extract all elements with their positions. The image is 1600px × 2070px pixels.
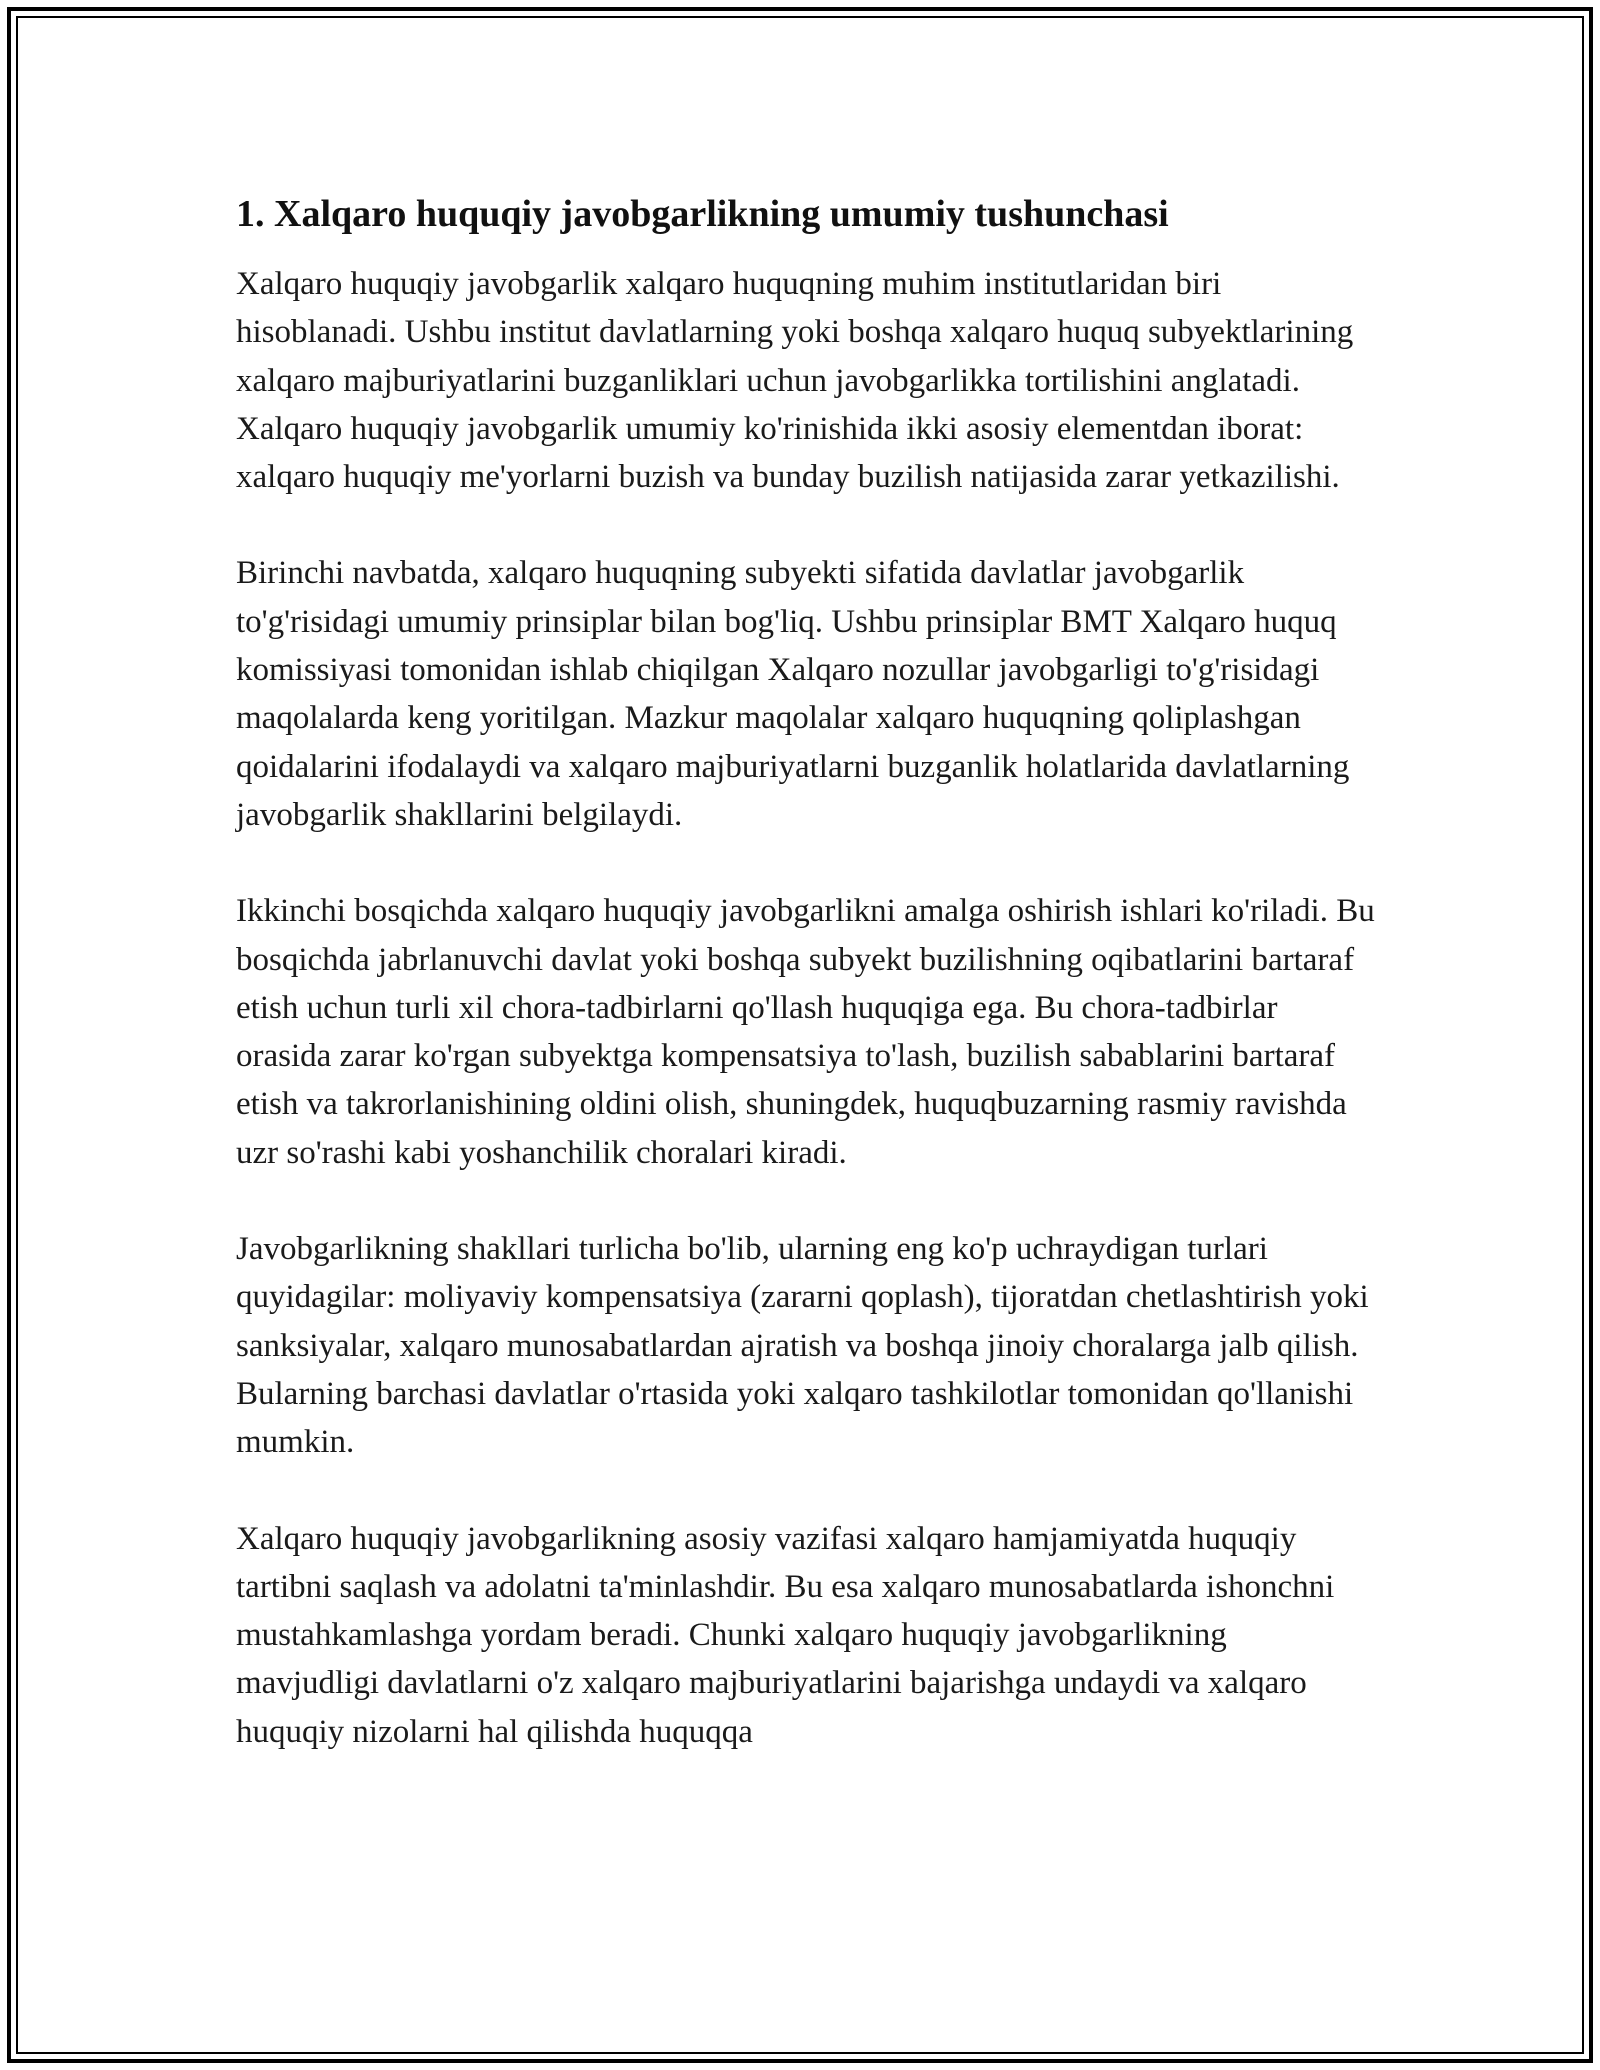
paragraph-5: Xalqaro huquqiy javobgarlikning asosiy vazifasi xalqaro hamjamiyatda huquqiy tartibni saqlash va adolatni ta'minlashdir. Bu esa xalqaro munosabatlarda ishonchni mustahkamlashga yordam beradi. Chunki xalqaro huquqiy javobgarlikning mavjudligi davlatlarni o'z xalqaro majburiyatlarini bajarishga undaydi va xalqaro huquqiy nizolarni hal qilishda huquqqa [236, 1520, 1335, 1750]
paragraph-3: Ikkinchi bosqichda xalqaro huquqiy javobgarlikni amalga oshirish ishlari ko'riladi. Bu bosqichda jabrlanuvchi davlat yoki boshqa subyekt buzilishning oqibatlarini bartaraf etish uchun turli xil chora-tadbirlarni qo'llash huquqiga ega. Bu chora-tadbirlar orasida zarar ko'rgan subyektga kompensatsiya to'lash, buzilish sabablarini bartaraf etish va takrorlanishining oldini olish, shuningdek, huquqbuzarning rasmiy ravishda uzr so'rashi kabi yoshanchilik choralari kiradi. [236, 893, 1375, 1171]
paragraph-4: Javobgarlikning shakllari turlicha bo'lib, ularning eng ko'p uchraydigan turlari quyidagilar: moliyaviy kompensatsiya (zararni qoplash), tijoratdan chetlashtirish yoki sanksiyalar, xalqaro munosabatlardan ajratish va boshqa jinoiy choralarga jalb qilish. Bularning barchasi davlatlar o'rtasida yoki xalqaro tashkilotlar tomonidan qo'llanishi mumkin. [236, 1231, 1369, 1461]
paragraph-1: Xalqaro huquqiy javobgarlik xalqaro huquqning muhim institutlaridan biri hisoblanadi. Ushbu institut davlatlarning yoki boshqa xalqaro huquq subyektlarining xalqaro majburiyatlarini buzganliklari uchun javobgarlikka tortilishini anglatadi. Xalqaro huquqiy javobgarlik umumiy ko'rinishida ikki asosiy elementdan iborat: xalqaro huquqiy me'yorlarni buzish va bunday buzilish natijasida zarar yetkazilishi. [236, 266, 1354, 496]
document-body [236, 186, 1376, 1756]
paragraph-2: Birinchi navbatda, xalqaro huquqning subyekti sifatida davlatlar javobgarlik to'g'risidagi umumiy prinsiplar bilan bog'liq. Ushbu prinsiplar BMT Xalqaro huquq komissiyasi tomonidan ishlab chiqilgan Xalqaro nozullar javobgarligi to'g'risidagi maqolalarda keng yoritilgan. Mazkur maqolalar xalqaro huquqning qoliplashgan qoidalarini ifodalaydi va xalqaro majburiyatlarni buzganlik holatlarida davlatlarning javobgarlik shakllarini belgilaydi. [236, 555, 1350, 833]
section-heading: 1. Xalqaro huquqiy javobgarlikning umumiy tushunchasi [236, 193, 1169, 235]
